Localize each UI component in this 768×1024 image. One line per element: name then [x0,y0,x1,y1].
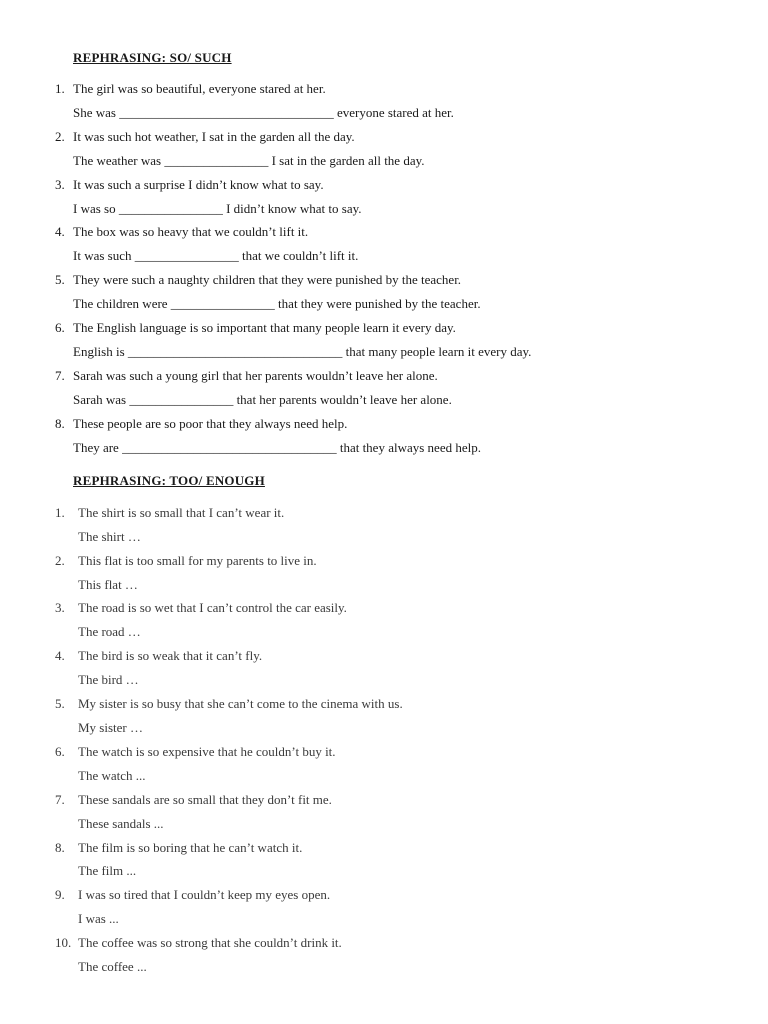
item-answer-line: The weather was ________________ I sat in the garden all the day. [73,153,425,168]
item-answer-line: This flat … [78,577,138,592]
item-number: 6. [55,744,65,759]
item-question: Sarah was such a young girl that her parents wouldn’t leave her alone. [73,368,438,383]
item-question: My sister is so busy that she can’t come to the cinema with us. [78,696,403,711]
item-question: The English language is so important that many people learn it every day. [73,320,456,335]
item-answer-line: The children were ________________ that they were punished by the teacher. [73,296,481,311]
item-number: 10. [55,935,72,950]
item-answer-line: The road … [78,624,141,639]
item-question: This flat is too small for my parents to live in. [78,553,317,568]
item-number: 7. [55,368,65,383]
item-number: 9. [55,887,65,902]
item-number: 2. [55,553,65,568]
item-question: The watch is so expensive that he couldn’t buy it. [78,744,336,759]
item-question: They were such a naughty children that they were punished by the teacher. [73,272,462,287]
item-answer-line: These sandals ... [78,816,164,831]
item-answer-line: I was so ________________ I didn’t know what to say. [73,201,362,216]
item-question: It was such hot weather, I sat in the garden all the day. [73,129,355,144]
item-number: 5. [55,272,65,287]
item-question: The box was so heavy that we couldn’t lift it. [73,224,309,239]
item-answer-line: The watch ... [78,768,146,783]
item-answer-line: The bird … [78,672,139,687]
item-number: 3. [55,177,65,192]
item-question: The bird is so weak that it can’t fly. [78,648,263,663]
item-question: I was so tired that I couldn’t keep my eyes open. [78,887,331,902]
item-question: The road is so wet that I can’t control the car easily. [78,600,347,615]
item-question: The shirt is so small that I can’t wear it. [78,505,285,520]
item-number: 7. [55,792,65,807]
item-answer-line: The film ... [78,863,137,878]
item-answer-line: The coffee ... [78,959,147,974]
item-answer-line: English is _________________________________ that many people learn it every day. [73,344,532,359]
item-question: The coffee was so strong that she couldn’t drink it. [78,935,342,950]
item-number: 5. [55,696,65,711]
item-question: These sandals are so small that they don’t fit me. [78,792,332,807]
item-number: 6. [55,320,65,335]
item-question: The film is so boring that he can’t watch it. [78,840,303,855]
item-question: It was such a surprise I didn’t know what to say. [73,177,324,192]
item-number: 4. [55,224,65,239]
item-answer-line: My sister … [78,720,143,735]
item-number: 4. [55,648,65,663]
item-answer-line: It was such ________________ that we couldn’t lift it. [73,248,359,263]
item-number: 8. [55,840,65,855]
section-so-such-title: REPHRASING: SO/ SUCH [73,50,232,65]
item-number: 1. [55,505,65,520]
item-number: 8. [55,416,65,431]
item-answer-line: Sarah was ________________ that her parents wouldn’t leave her alone. [73,392,452,407]
item-answer-line: The shirt … [78,529,141,544]
item-question: These people are so poor that they always need help. [73,416,348,431]
item-answer-line: They are _________________________________ that they always need help. [73,440,481,455]
item-answer-line: I was ... [78,911,119,926]
item-question: The girl was so beautiful, everyone stared at her. [73,81,326,96]
item-number: 2. [55,129,65,144]
section-too-enough-title: REPHRASING: TOO/ ENOUGH [73,473,265,488]
item-number: 3. [55,600,65,615]
item-answer-line: She was _________________________________ everyone stared at her. [73,105,454,120]
item-number: 1. [55,81,65,96]
